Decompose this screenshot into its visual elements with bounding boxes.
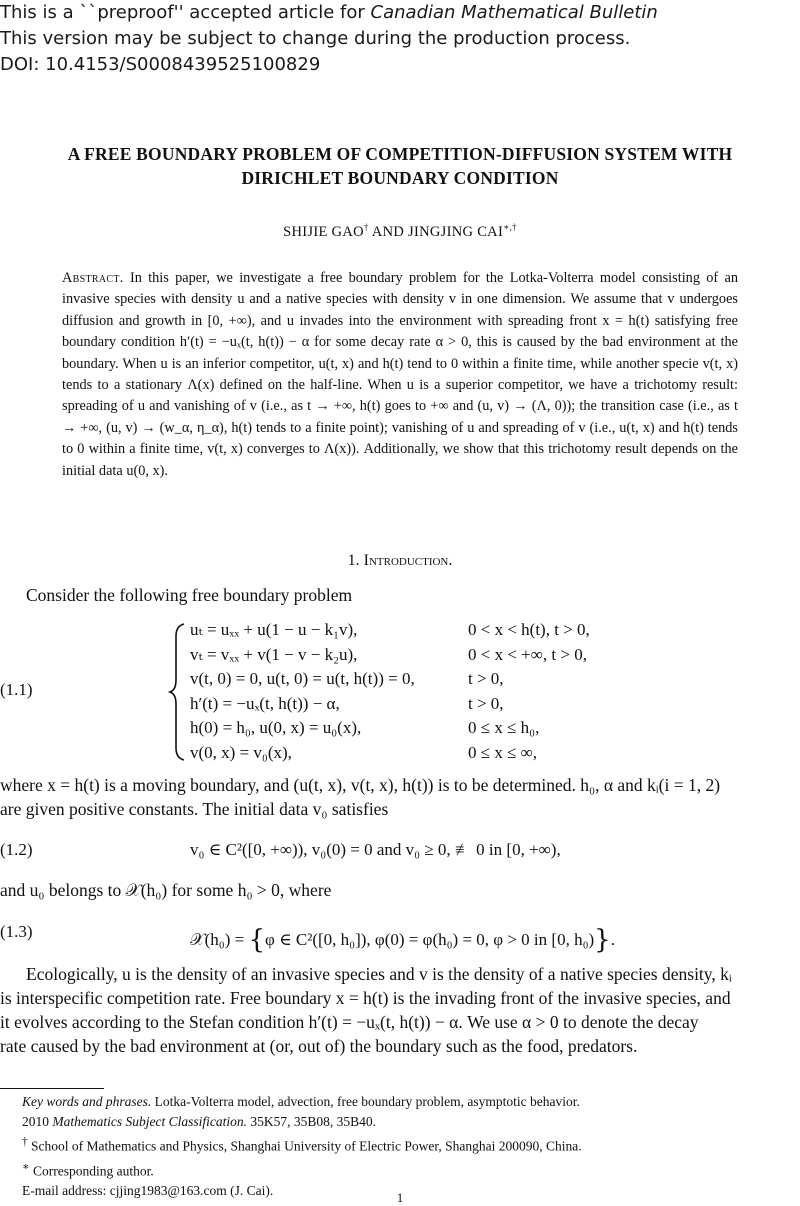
equation-1-3: 𝒳(h₀) = {φ ∈ C²([0, h₀]), φ(0) = φ(h₀) = 0, φ > 0 in [0, h₀)}. xyxy=(190,925,615,955)
system-condition-2: 0 < x < +∞, t > 0, xyxy=(468,644,587,664)
section-heading: 1. Introduction. xyxy=(347,552,453,569)
abstract-label: Abstract. xyxy=(62,270,124,286)
abstract xyxy=(62,268,738,482)
equation-label-1-2: (1.2) xyxy=(0,840,33,859)
intro-sentence: Consider the following free boundary problem xyxy=(26,585,353,605)
equation-1-2: v₀ ∈ C²([0, +∞)), v₀(0) = 0 and v₀ ≥ 0, ≢ 0 in [0, +∞), xyxy=(190,840,561,859)
system-equation-4: h′(t) = −uₓ(t, h(t)) − α, xyxy=(190,693,340,713)
system-equation-6: v(0, x) = v₀(x), xyxy=(190,742,292,762)
footnote-email: E-mail address: cjjing1983@163.com (J. Cai). xyxy=(22,1183,274,1198)
system-condition-5: 0 ≤ x ≤ h₀, xyxy=(468,718,540,737)
page-number: 1 xyxy=(396,1190,404,1205)
equation-label-1-3: (1.3) xyxy=(0,922,33,941)
system-condition-3: t > 0, xyxy=(468,669,504,688)
system-equation-1: uₜ = uₓₓ + u(1 − u − k₁v), xyxy=(190,620,358,639)
journal-name: Canadian Mathematical Bulletin xyxy=(370,2,658,23)
footnote-rule xyxy=(0,1088,104,1089)
author-1: SHIJIE GAO xyxy=(283,223,364,240)
set-brace-close: } xyxy=(594,925,611,955)
footnote-msc: 2010 Mathematics Subject Classification. 35K57, 35B08, 35B40. xyxy=(22,1114,376,1129)
author-2: JINGJING CAI xyxy=(408,223,504,240)
set-brace-open: { xyxy=(248,925,266,955)
authors: SHIJIE GAO† AND JINGJING CAI∗,† xyxy=(283,222,517,240)
preproof-line-1: This is a ``preproof'' accepted article for Canadian Mathematical Bulletin xyxy=(0,2,658,23)
system-condition-1: 0 < x < h(t), t > 0, xyxy=(468,620,590,639)
equation-label-1-1: (1.1) xyxy=(0,680,33,699)
system-equation-3: v(t, 0) = 0, u(t, 0) = u(t, h(t)) = 0, xyxy=(190,669,415,688)
preproof-header xyxy=(0,0,658,78)
paper-title: A FREE BOUNDARY PROBLEM OF COMPETITION-DIFFUSION SYSTEM WITH DIRICHLET BOUNDARY CONDITION xyxy=(67,144,733,188)
footnote-affiliation: † School of Mathematics and Physics, Shanghai University of Electric Power, Shanghai 200090, China. xyxy=(22,1136,582,1154)
doi-line: DOI: 10.4153/S0008439525100829 xyxy=(0,54,321,75)
system-equation-2: vₜ = vₓₓ + v(1 − v − k₂u), xyxy=(190,644,358,664)
preproof-line-2: This version may be subject to change during the production process. xyxy=(0,28,631,49)
system-condition-6: 0 ≤ x ≤ ∞, xyxy=(468,742,538,762)
paragraph-u0: and u₀ belongs to 𝒳(h₀) for some h₀ > 0, where xyxy=(0,880,332,900)
footnote-keywords: Key words and phrases. Lotka-Volterra model, advection, free boundary problem, asymptotic behavior. xyxy=(22,1094,580,1109)
left-brace xyxy=(168,622,188,762)
footnote-corresponding: ∗ Corresponding author. xyxy=(22,1160,154,1178)
system-equation-5: h(0) = h₀, u(0, x) = u₀(x), xyxy=(190,718,362,737)
system-condition-4: t > 0, xyxy=(468,693,504,713)
footnotes xyxy=(22,1092,582,1201)
paragraph-after-1-1: where x = h(t) is a moving boundary, and (u(t, x), v(t, x), h(t)) is to be determined. h₀, α and kᵢ(i = 1, 2) are given positive constants. The initial data v₀ satisfies xyxy=(0,775,721,819)
ecology-paragraph: Ecologically, u is the density of an invasive species and v is the density of a native species density, kᵢ is interspecific competition rate. Free boundary x = h(t) is the invading front of the invasive species, and it evolves according to the Stefan condition h′(t) = −uₓ(t, h(t)) − α. We use α > 0 to denote the decay rate caused by the bad environment at (or, out of) the boundary such as the food, predators. xyxy=(0,964,732,1056)
abstract-text: In this paper, we investigate a free boundary problem for the Lotka-Volterra model consisting of an invasive species with density u and a native species with density v in one dimension. We assume that v undergoes diffusion and growth in [0, +∞), and u invades into the environment with spreading front x = h(t) satisfying free boundary condition h′(t) = −uₓ(t, h(t)) − α for some decay rate α > 0, this is caused by the bad environment at the boundary. When u is an inferior competitor, u(t, x) and h(t) tend to 0 within a finite time, while another specie v(t, x) tends to a stationary Λ(x) defined on the half-line. When u is a superior competitor, we have a trichotomy result: spreading of u and vanishing of v (i.e., as t → +∞, h(t) goes to +∞ and (u, v) → (Λ, 0)); the transition case (i.e., as t → +∞, (u, v) → (w_α, η_α), h(t) tends to a finite point); vanishing of u and spreading of v (i.e., u(t, x) and h(t) tends to 0 within a finite time, v(t, x) converges to Λ(x)). Additionally, we show that this trichotomy result depends on the initial data u(0, x). xyxy=(62,270,739,479)
